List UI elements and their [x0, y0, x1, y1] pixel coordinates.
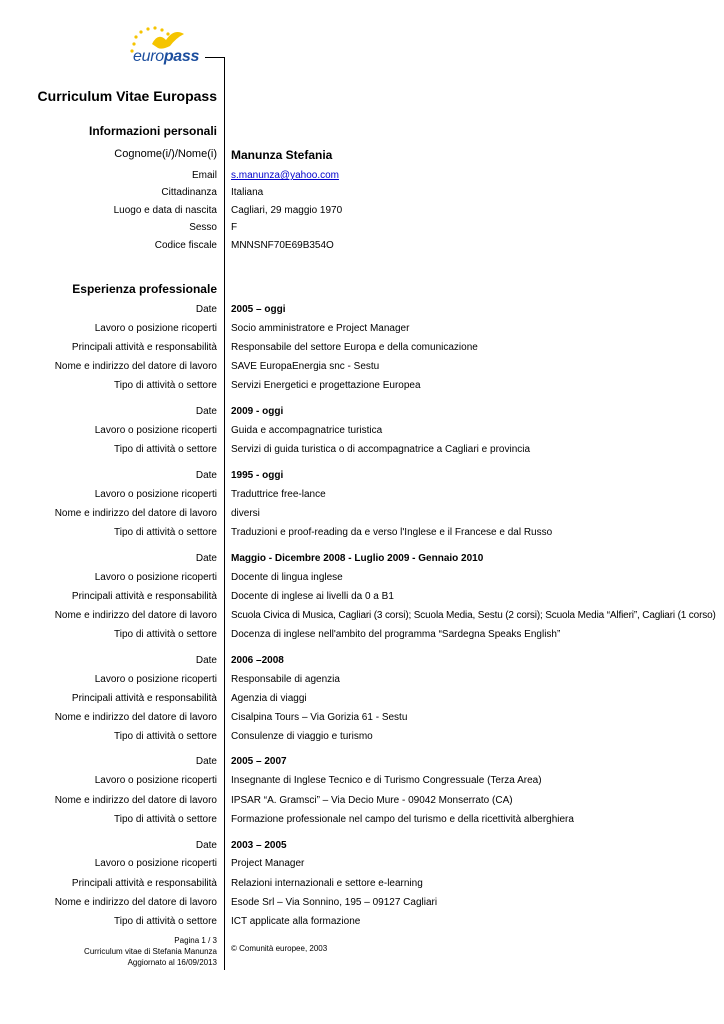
job-row — [0, 508, 724, 524]
field-value: Guida e accompagnatrice turistica — [231, 425, 383, 436]
field-label: Principali attività e responsabilità — [71, 342, 217, 353]
field-label: Email — [191, 170, 217, 181]
job-row — [0, 610, 724, 626]
job-row — [0, 304, 724, 320]
field-value: MNNSNF70E69B354O — [231, 240, 334, 251]
job-row — [0, 840, 724, 856]
field-label: Date — [195, 756, 217, 767]
field-label: Date — [195, 470, 217, 481]
field-value: Docente di lingua inglese — [231, 572, 343, 583]
job-row — [0, 693, 724, 709]
field-value: Socio amministratore e Project Manager — [231, 323, 410, 334]
field-label: Principali attività e responsabilità — [71, 878, 217, 889]
job-date: Maggio - Dicembre 2008 - Luglio 2009 - Gennaio 2010 — [231, 553, 484, 564]
field-label: Tipo di attività o settore — [113, 444, 217, 455]
job-row — [0, 553, 724, 569]
field-label: Cittadinanza — [161, 187, 217, 198]
field-value: F — [231, 222, 238, 233]
field-value: Traduzioni e proof-reading da e verso l'Inglese e il Francese e dal Russo — [231, 527, 553, 538]
job-row — [0, 629, 724, 645]
field-value: Cisalpina Tours – Via Gorizia 61 - Sestu — [231, 712, 408, 723]
field-label: Tipo di attività o settore — [113, 629, 217, 640]
job-row — [0, 878, 724, 894]
field-value: Servizi di guida turistica o di accompagnatrice a Cagliari e provincia — [231, 444, 531, 455]
job-row — [0, 814, 724, 830]
field-value: Relazioni internazionali e settore e-learning — [231, 878, 423, 889]
field-label: Tipo di attività o settore — [113, 916, 217, 927]
job-row — [0, 361, 724, 377]
job-row — [0, 916, 724, 932]
job-row — [0, 756, 724, 772]
field-value: Responsabile del settore Europa e della comunicazione — [231, 342, 478, 353]
field-value: Responsabile di agenzia — [231, 674, 340, 685]
job-date: 2003 – 2005 — [231, 840, 287, 851]
field-label: Lavoro o posizione ricoperti — [94, 425, 217, 436]
job-row — [0, 897, 724, 913]
field-value: IPSAR “A. Gramsci” – Via Decio Mure - 09042 Monserrato (CA) — [231, 795, 513, 806]
field-value: Cagliari, 29 maggio 1970 — [231, 205, 343, 216]
full-name: Manunza Stefania — [231, 148, 333, 162]
field-value: Formazione professionale nel campo del turismo e della ricettività alberghiera — [231, 814, 574, 825]
job-row — [0, 775, 724, 791]
footer-copyright: © Comunità europee, 2003 — [231, 944, 328, 953]
page-title: Curriculum Vitae Europass — [37, 88, 217, 104]
field-value: Traduttrice free-lance — [231, 489, 326, 500]
job-row — [0, 444, 724, 460]
section-heading-experience: Esperienza professionale — [72, 282, 217, 296]
job-row — [0, 380, 724, 396]
job-date: 2005 – oggi — [231, 304, 286, 315]
field-value: Esode Srl – Via Sonnino, 195 – 09127 Cagliari — [231, 897, 438, 908]
job-row — [0, 406, 724, 422]
field-label: Codice fiscale — [154, 240, 217, 251]
field-value: Agenzia di viaggi — [231, 693, 307, 704]
job-date: 2009 - oggi — [231, 406, 284, 417]
footer-page-info — [0, 935, 217, 968]
field-value: Servizi Energetici e progettazione Europea — [231, 380, 421, 391]
field-label: Lavoro o posizione ricoperti — [94, 489, 217, 500]
job-row — [0, 489, 724, 505]
personal-email-row — [0, 170, 724, 186]
personal-sex-row — [0, 222, 724, 238]
field-label: Lavoro o posizione ricoperti — [94, 572, 217, 583]
job-date: 2005 – 2007 — [231, 756, 287, 767]
field-label: Nome e indirizzo del datore di lavoro — [54, 897, 217, 908]
field-value: ICT applicate alla formazione — [231, 916, 361, 927]
field-value: Italiana — [231, 187, 264, 198]
field-label: Tipo di attività o settore — [113, 814, 217, 825]
section-heading-personal: Informazioni personali — [88, 124, 217, 138]
field-label: Nome e indirizzo del datore di lavoro — [54, 712, 217, 723]
field-label: Sesso — [189, 222, 217, 233]
job-date: 1995 - oggi — [231, 470, 284, 481]
field-label: Lavoro o posizione ricoperti — [94, 858, 217, 869]
field-label: Date — [195, 553, 217, 564]
field-value: diversi — [231, 508, 260, 519]
job-row — [0, 858, 724, 874]
personal-name-row — [0, 148, 724, 164]
field-label: Principali attività e responsabilità — [71, 693, 217, 704]
personal-tax-row — [0, 240, 724, 256]
personal-birth-row — [0, 205, 724, 221]
job-row — [0, 470, 724, 486]
job-row — [0, 425, 724, 441]
field-label: Luogo e data di nascita — [113, 205, 217, 216]
footer-cv-owner: Curriculum vitae di Stefania Manunza — [84, 947, 217, 956]
europass-logo-text: europass — [133, 48, 200, 65]
field-label: Tipo di attività o settore — [113, 380, 217, 391]
page-number: Pagina 1 / 3 — [174, 936, 217, 945]
field-label: Nome e indirizzo del datore di lavoro — [54, 508, 217, 519]
field-label: Lavoro o posizione ricoperti — [94, 323, 217, 334]
field-label: Nome e indirizzo del datore di lavoro — [54, 361, 217, 372]
job-row — [0, 795, 724, 811]
field-value: Project Manager — [231, 858, 305, 869]
field-label: Tipo di attività o settore — [113, 731, 217, 742]
job-row — [0, 342, 724, 358]
job-row — [0, 712, 724, 728]
job-row — [0, 591, 724, 607]
field-label: Date — [195, 840, 217, 851]
field-value: Scuola Civica di Musica, Cagliari (3 corsi); Scuola Media, Sestu (2 corsi); Scuola Media “Alfieri”, Cagliari (1 corso) — [231, 610, 716, 621]
field-label: Date — [195, 655, 217, 666]
field-label: Date — [195, 304, 217, 315]
field-value: Insegnante di Inglese Tecnico e di Turismo Congressuale (Terza Area) — [231, 775, 542, 786]
field-label: Principali attività e responsabilità — [71, 591, 217, 602]
email-link[interactable]: s.manunza@yahoo.com — [231, 170, 339, 181]
job-row — [0, 655, 724, 671]
field-label: Lavoro o posizione ricoperti — [94, 674, 217, 685]
job-row — [0, 527, 724, 543]
job-row — [0, 323, 724, 339]
field-value: Docenza di inglese nell'ambito del programma “Sardegna Speaks English” — [231, 629, 561, 640]
footer-updated: Aggiornato al 16/09/2013 — [127, 958, 217, 967]
job-date: 2006 –2008 — [231, 655, 284, 666]
personal-citizenship-row — [0, 187, 724, 203]
field-label: Lavoro o posizione ricoperti — [94, 775, 217, 786]
job-row — [0, 731, 724, 747]
field-label: Date — [195, 406, 217, 417]
field-label: Cognome(i/)/Nome(i) — [114, 148, 217, 160]
field-label: Nome e indirizzo del datore di lavoro — [54, 795, 217, 806]
job-row — [0, 572, 724, 588]
job-row — [0, 674, 724, 690]
field-label: Tipo di attività o settore — [113, 527, 217, 538]
field-value: Consulenze di viaggio e turismo — [231, 731, 373, 742]
field-value: Docente di inglese ai livelli da 0 a B1 — [231, 591, 394, 602]
field-value: SAVE EuropaEnergia snc - Sestu — [231, 361, 380, 372]
field-label: Nome e indirizzo del datore di lavoro — [54, 610, 217, 621]
